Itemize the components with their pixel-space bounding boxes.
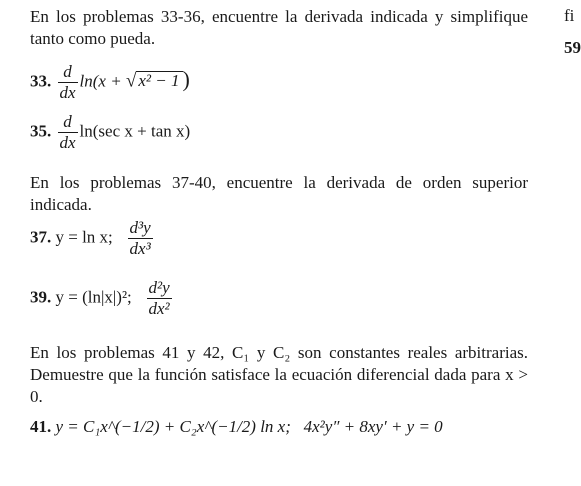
- problem-number: 33.: [30, 71, 52, 91]
- adjacent-column-text-top: fi: [564, 6, 575, 25]
- problem-33: [30, 62, 190, 103]
- problem-41: [30, 416, 443, 438]
- function: y = (ln|x|)²;: [55, 287, 132, 307]
- instructions-33-36: En los problemas 33-36, encuentre la derivada indicada y simplifique tanto como pueda.: [30, 7, 528, 48]
- problem-number: 41.: [30, 417, 52, 436]
- problem-number: 37.: [30, 227, 52, 247]
- expression-start: ln(x +: [79, 71, 126, 91]
- radical-sign: √: [125, 70, 137, 92]
- derivative-operator: $\frac{d}{dx}$: [59, 112, 76, 152]
- function: y = ln x;: [55, 227, 113, 247]
- instructions-41-42: En los problemas 41 y 42, C₁ y C₂ son constantes reales arbitrarias. Demuestre que la función satisface la ecuación diferencial dada para x > 0.: [30, 343, 528, 406]
- expression-end: ): [182, 66, 190, 92]
- derivative-order-fraction: $\frac{\text{d³y}}{\text{dx³}}$: [129, 218, 151, 258]
- problem-number: 35.: [30, 121, 52, 141]
- function: y = C₁x^(−1/2) + C₂x^(−1/2) ln x;: [55, 417, 291, 436]
- radicand: x² − 1: [136, 71, 182, 90]
- expression: ln(sec x + tan x): [79, 121, 191, 141]
- instructions-37-40: En los problemas 37-40, encuentre la derivada de orden superior indicada.: [30, 173, 528, 214]
- problem-39: [30, 278, 174, 319]
- problem-35: [30, 112, 190, 153]
- differential-equation: 4x²y″ + 8xy′ + y = 0: [303, 417, 443, 436]
- adjacent-column-number: 59: [564, 38, 581, 57]
- problem-37: [30, 218, 155, 259]
- derivative-operator: $\frac{d}{dx}$: [59, 62, 76, 102]
- problem-number: 39.: [30, 287, 52, 307]
- derivative-order-fraction: $\frac{\text{d²y}}{\text{dx²}}$: [148, 278, 170, 318]
